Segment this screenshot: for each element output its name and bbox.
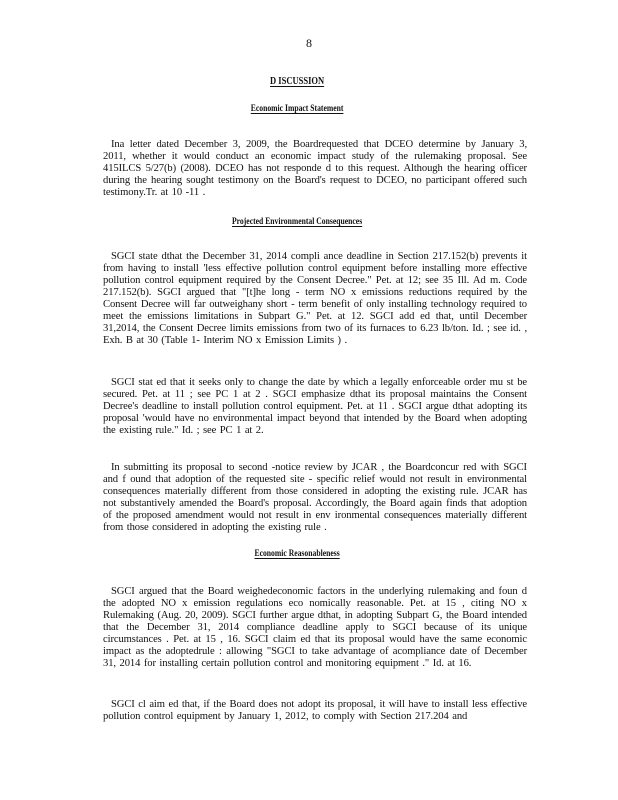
page-number: 8 bbox=[306, 36, 312, 50]
paragraph: SGCI state dthat the December 31, 2014 compli ance deadline in Section 217.152(b) prevents it from having to install 'less effective pollution control equipment before installing more effective pollution control equipment required by the Consent Decree." Pet. at 12; see 35 Ill. Ad m. Code 217.152(b). SGCI argued that "[t]he long - term NO x emissions reductions required by the Consent Decree will far outweighany short - term benefit of only installing technology required to meet the emissions limitations in Subpart G." Pet. at 12. SGCI add ed that, until December 31,2014, the Consent Decree limits emissions from two of its furnaces to 6.23 lb/ton. Id. ; see id. , Exh. B at 30 (Table 1- Interim NO x Emission Limits ) . bbox=[103, 250, 527, 346]
subheading-environmental-consequences bbox=[46, 216, 571, 226]
subheading-economic-impact bbox=[46, 103, 571, 113]
paragraph: In submitting its proposal to second -notice review by JCAR , the Boardconcur red with SGCI and f ound that adoption of the requested site - specific relief would not result in environmental consequences materially different from those considered in adopting the existing rule. JCAR has not substantively amended the Board's proposal. Accordingly, the Board again finds that adoption of the proposed amendment would not result in env ironmental consequences materially different from those considered in adopting the existing rule . bbox=[103, 461, 527, 533]
paragraph: Ina letter dated December 3, 2009, the Boardrequested that DCEO determine by January 3, 2011, whether it would conduct an economic impact study of the rulemaking proposal. See 415ILCS 5/27(b) (2008). DCEO has not responde d to this request. Although the hearing officer during the hearing sought testimony on the Board's request to DCEO, no participant offered such testimony.Tr. at 10 -11 . bbox=[103, 138, 527, 198]
section-heading-discussion bbox=[46, 76, 571, 87]
paragraph: SGCI stat ed that it seeks only to change the date by which a legally enforceable order mu st be secured. Pet. at 11 ; see PC 1 at 2 . SGCI emphasize dthat its proposal maintains the Consent Decree's deadline to install pollution control equipment. Pet. at 11 . SGCI argue dthat adopting its proposal 'would have no environmental impact beyond that intended by the Board when adopting the existing rule." Id. ; see PC 1 at 2. bbox=[103, 376, 527, 436]
subheading-economic-reasonableness bbox=[46, 548, 571, 558]
heading-text: Economic Reasonableness bbox=[254, 548, 340, 558]
paragraph: SGCI argued that the Board weighedeconomic factors in the underlying rulemaking and foun d the adopted NO x emission regulations eco nomically reasonable. Pet. at 15 , citing NO x Rulemaking (Aug. 20, 2009). SGCI further argue dthat, in adopting Subpart G, the Board intended that the December 31, 2014 compliance deadline apply to SGCI because of its unique circumstances . Pet. at 15 , 16. SGCI claim ed that its proposal would have the same economic impact as the adoptedrule : allowing "SGCI to take advantage of acompliance date of December 31, 2014 for installing certain pollution control and monitoring equipment ." Id. at 16. bbox=[103, 585, 527, 669]
heading-text: D ISCUSSION bbox=[270, 76, 325, 87]
heading-text: Economic Impact Statement bbox=[250, 103, 344, 113]
heading-text: Projected Environmental Consequences bbox=[231, 216, 363, 226]
paragraph: SGCI cl aim ed that, if the Board does not adopt its proposal, it will have to install less effective pollution control equipment by January 1, 2012, to comply with Section 217.204 and bbox=[103, 698, 527, 722]
